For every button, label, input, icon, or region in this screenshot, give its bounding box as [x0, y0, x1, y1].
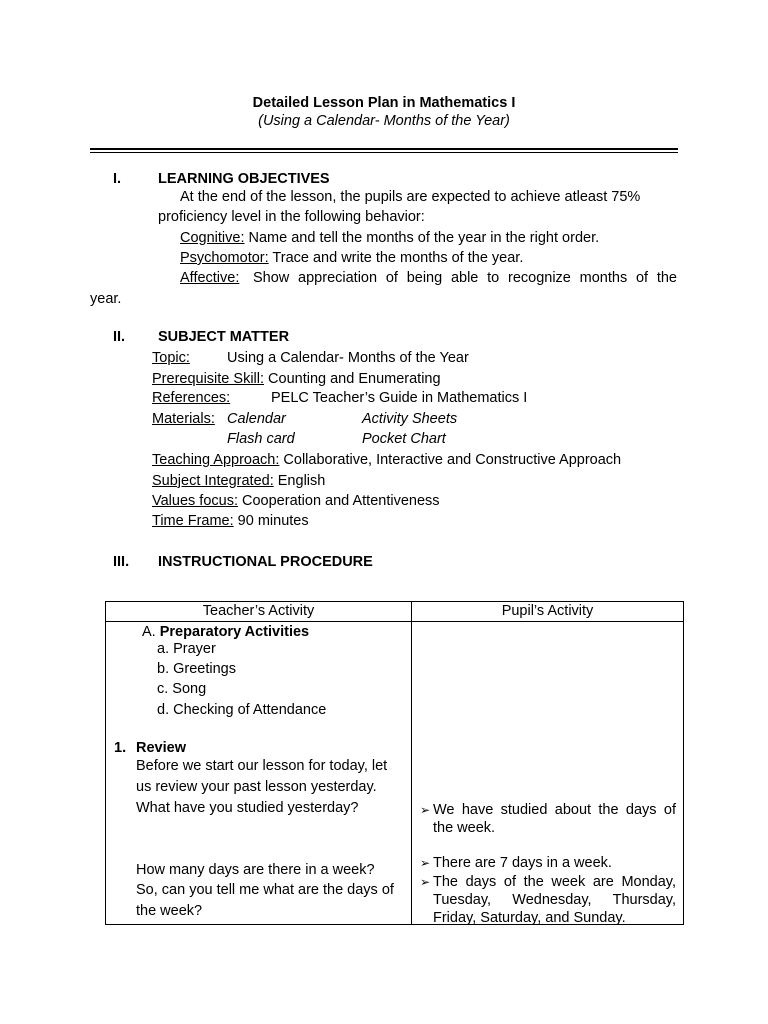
values-label: Values focus: [152, 493, 238, 509]
prerequisite-value: Counting and Enumerating [264, 371, 441, 387]
bullet-arrow-icon: ➢ [420, 803, 431, 817]
references-value: PELC Teacher’s Guide in Mathematics I [271, 390, 528, 406]
affective-label: Affective: [180, 270, 240, 286]
bullet-arrow-icon: ➢ [420, 856, 431, 870]
psychomotor-text: Trace and write the months of the year. [268, 250, 524, 266]
question-line-3: the week? [136, 903, 203, 919]
teaching-approach [152, 450, 621, 470]
table-row [106, 622, 684, 925]
psychomotor-objective [180, 248, 523, 268]
pupil-activity-header: Pupil’s Activity [412, 602, 684, 622]
cognitive-objective [180, 228, 599, 248]
references-label: References: [152, 390, 231, 406]
psychomotor-label: Psychomotor: [180, 250, 269, 266]
review-line-3: What have you studied yesterday? [136, 800, 359, 816]
values-focus [152, 491, 440, 511]
answer3-line-2: Tuesday, Wednesday, Thursday, [433, 892, 676, 908]
material-pocket-chart: Pocket Chart [362, 431, 446, 447]
section2-heading: SUBJECT MATTER [158, 329, 290, 345]
materials-label: Materials: [152, 411, 215, 427]
material-calendar: Calendar [227, 411, 286, 427]
pupil-activity-cell [412, 622, 684, 925]
material-flash-card: Flash card [227, 431, 295, 447]
answer3-line-3: Friday, Saturday, and Sunday. [433, 910, 626, 926]
topic-value: Using a Calendar- Months of the Year [227, 350, 469, 366]
section1-intro-line1: At the end of the lesson, the pupils are expected to achieve atleast 75% [180, 189, 641, 205]
section2-number: II. [113, 329, 126, 345]
affective-objective [180, 268, 677, 288]
document-subtitle: (Using a Calendar- Months of the Year) [258, 113, 510, 129]
table-header-row [106, 602, 684, 622]
answer2-line: There are 7 days in a week. [433, 855, 612, 871]
bullet-arrow-icon: ➢ [420, 875, 431, 889]
top-rule-thin [90, 152, 678, 153]
question-line-1: How many days are there in a week? [136, 862, 375, 878]
section3-number: III. [113, 554, 130, 570]
prep-letter: A. [142, 624, 156, 640]
topic-label: Topic: [152, 350, 190, 366]
prep-heading: Preparatory Activities [159, 624, 310, 640]
prerequisite-label: Prerequisite Skill: [152, 371, 265, 387]
affective-text: Show appreciation of being able to recognize months of the [253, 270, 677, 286]
approach-value: Collaborative, Interactive and Constructive Approach [279, 452, 622, 468]
integrated-label: Subject Integrated: [152, 473, 274, 489]
answer1-line-1: We have studied about the days of [433, 802, 676, 818]
question-line-2: So, can you tell me what are the days of [136, 882, 394, 898]
cognitive-text: Name and tell the months of the year in the right order. [244, 230, 600, 246]
approach-label: Teaching Approach: [152, 452, 280, 468]
review-heading: Review [136, 740, 186, 756]
prerequisite-skill [152, 369, 441, 389]
section3-heading: INSTRUCTIONAL PROCEDURE [158, 554, 373, 570]
section1-heading: LEARNING OBJECTIVES [158, 171, 330, 187]
teacher-activity-cell [106, 622, 412, 925]
integrated-value: English [273, 473, 326, 489]
values-value: Cooperation and Attentiveness [237, 493, 440, 509]
review-line-1: Before we start our lesson for today, let [136, 758, 388, 774]
procedure-table [105, 601, 684, 925]
subject-integrated [152, 471, 325, 491]
prep-item-attendance: d. Checking of Attendance [157, 702, 327, 718]
section1-intro-line2: proficiency level in the following behavior: [158, 209, 425, 225]
answer3-line-1: The days of the week are Monday, [433, 874, 676, 890]
top-rule-thick [90, 148, 678, 150]
review-line-2: us review your past lesson yesterday. [136, 779, 377, 795]
prep-item-song: c. Song [157, 681, 207, 697]
material-activity-sheets: Activity Sheets [362, 411, 458, 427]
prep-item-prayer: a. Prayer [157, 641, 216, 657]
time-label: Time Frame: [152, 513, 234, 529]
prep-item-greetings: b. Greetings [157, 661, 236, 677]
affective-continuation: year. [90, 291, 122, 307]
section1-number: I. [113, 171, 122, 187]
teacher-activity-header: Teacher’s Activity [106, 602, 412, 622]
document-title: Detailed Lesson Plan in Mathematics I [252, 95, 516, 111]
time-frame [152, 511, 309, 531]
cognitive-label: Cognitive: [180, 230, 245, 246]
time-value: 90 minutes [233, 513, 309, 529]
review-number: 1. [114, 740, 127, 756]
answer1-line-2: the week. [433, 820, 496, 836]
